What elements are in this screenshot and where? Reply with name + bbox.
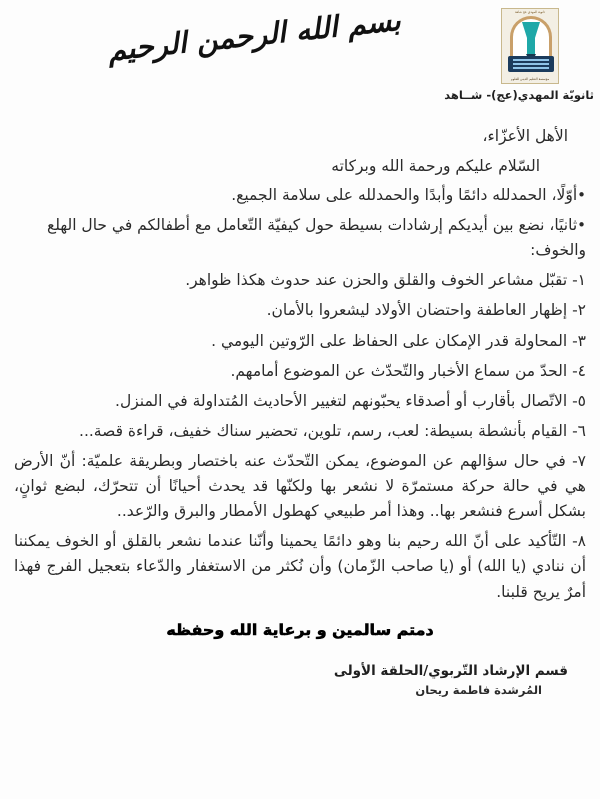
school-identity-block — [444, 8, 594, 102]
list-item-text: الاتّصال بأقارب أو أصدقاء يحبّونهم لتغيير الأحاديث المُتداولة في المنزل. — [115, 391, 568, 410]
guidance-list — [14, 268, 586, 604]
list-item — [14, 389, 586, 414]
bullet-paragraph — [14, 213, 586, 263]
list-item-text: تقبّل مشاعر الخوف والقلق والحزن عند حدوث هكذا ظواهر. — [185, 271, 568, 290]
greeting-line: السّلام عليكم ورحمة الله وبركاته — [331, 157, 540, 176]
list-item — [14, 529, 586, 604]
bullet-paragraph-text: أوّلًا، الحمدلله دائمًا وأبدًا والحمدلله على سلامة الجميع. — [231, 186, 578, 205]
bismillah-calligraphy: بسم الله الرحمن الرحيم — [106, 2, 403, 68]
logo-book-line — [513, 63, 549, 65]
list-item-text: القيام بأنشطة بسيطة: لعب، رسم، تلوين، تحضير سناك خفيف، قراءة قصة... — [79, 421, 568, 440]
list-item-marker: ٢- — [572, 301, 586, 320]
list-item-text: التّأكيد على أنّ الله رحيم بنا وهو دائمًا يحمينا وأنّنا عندما نشعر بالقلق أو الخوف يمكننا أن ننادي (يا الله) أو (يا صاحب الزّمان) وأن نُكثر من الاستغفار والدّعاء بتعجيل الفرج فهذا أمرٌ يريح قلبنا. — [14, 532, 586, 601]
list-item-text: الحدّ من سماع الأخبار والتّحدّث عن الموضوع أمامهم. — [230, 361, 568, 380]
logo-book-line — [513, 67, 549, 69]
list-item-marker: ٨- — [572, 532, 586, 551]
signature-block — [14, 661, 586, 700]
list-item-text: إظهار العاطفة واحتضان الأولاد ليشعروا بالأمان. — [266, 301, 568, 320]
list-item — [14, 419, 586, 444]
logo-book-line — [513, 59, 549, 61]
document-header — [0, 0, 600, 112]
school-name-label: ثانويّة المهدي(عج)- شــاهد — [444, 88, 594, 102]
list-item-marker: ٥- — [572, 391, 586, 410]
logo-bottom-text: مؤسسة التعليم الديني للعلوم — [510, 77, 550, 82]
school-logo-icon — [501, 8, 559, 84]
list-item-text: المحاولة قدر الإمكان على الحفاظ على الرّوتين اليومي . — [211, 331, 568, 350]
list-item-marker: ٧- — [572, 452, 586, 471]
list-item — [14, 329, 586, 354]
letter-body — [0, 124, 600, 699]
bullet-paragraph-text: ثانيًا، نضع بين أيديكم إرشادات بسيطة حول كيفيّة التّعامل مع أطفالكم في حال الهلع والخوف: — [46, 216, 586, 260]
closing-blessing: دمتم سالمين و برعاية الله وحفظه — [166, 620, 434, 639]
bullet-marker-icon: • — [577, 216, 586, 235]
list-item-marker: ٣- — [572, 331, 586, 350]
salutation-line: الأهل الأعزّاء، — [482, 127, 568, 145]
signature-department: قسم الإرشاد التّربوي/الحلقة الأولى — [333, 662, 568, 679]
logo-open-book-icon — [508, 56, 554, 72]
list-item — [14, 359, 586, 384]
list-item-marker: ١- — [572, 271, 586, 290]
bullet-marker-icon: • — [577, 186, 586, 205]
list-item-text: في حال سؤالهم عن الموضوع، يمكن التّحدّث عنه باختصار وبطريقة علميّة: أنّ الأرض هي في حالة حركة مستمرّة لا نشعر بها ولكنّها قد يحدث أحيانًا أن تتحرّك، لبضع ثوانٍ، بشكل أسرع فنشعر بها.. وهذا أمر طبيعي كهطول الأمطار والبرق والرّعد.. — [14, 452, 586, 521]
logo-pen-stem-shape — [527, 36, 535, 56]
list-item — [14, 449, 586, 524]
logo-arc-text: ثانوية المهدي عج شاهد — [514, 10, 546, 14]
bullet-paragraph — [14, 183, 586, 208]
list-item-marker: ٤- — [572, 361, 586, 380]
list-item — [14, 268, 586, 293]
signature-counselor-name: المُرشدة فاطمة ريحان — [415, 682, 542, 697]
list-item-marker: ٦- — [572, 421, 586, 440]
list-item — [14, 298, 586, 323]
